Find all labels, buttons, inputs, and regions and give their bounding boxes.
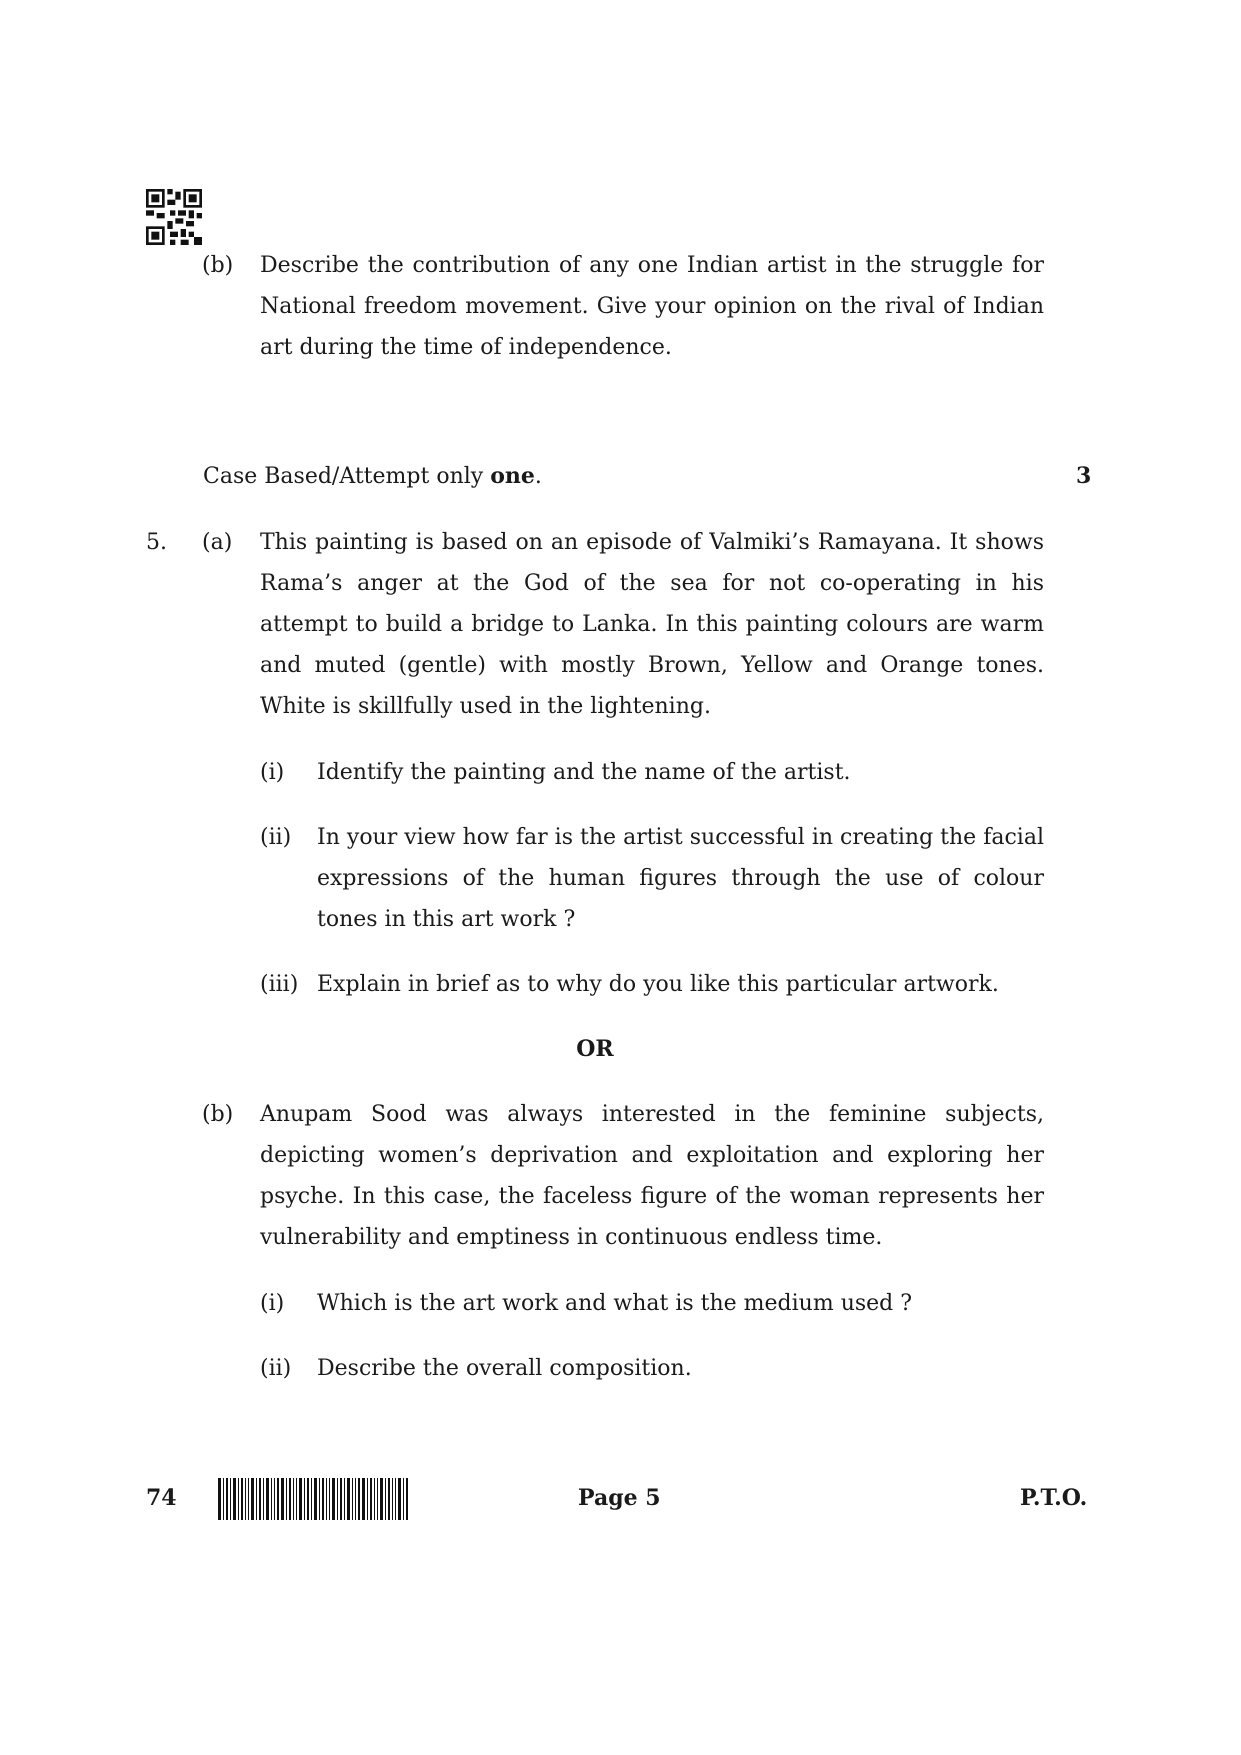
q5b-sub-text: Describe the overall composition. (317, 1356, 692, 1381)
case-header (203, 456, 542, 497)
case-header-emphasis: one (490, 463, 535, 489)
q5a-label: (a) (202, 530, 233, 555)
q5b-label: (b) (202, 1102, 234, 1127)
q5a-sub-label: (i) (260, 760, 285, 785)
q5b-sub-text: Which is the art work and what is the medium used ? (317, 1291, 913, 1316)
q5a-sub-text: Identify the painting and the name of the artist. (317, 760, 851, 785)
marks-label: 3 (1076, 463, 1092, 489)
case-header-text: Case Based/Attempt only (203, 464, 491, 489)
q5a-sub-text: In your view how far is the artist successful in creating the facial expressions of the human figures through the use of colour tones in this art work ? (317, 825, 1044, 932)
page-number: Page 5 (578, 1485, 661, 1511)
q4b-label: (b) (202, 253, 234, 278)
q5a-sub-label: (iii) (260, 972, 299, 997)
q4b-text: Describe the contribution of any one Indian artist in the struggle for National freedom movement. Give your opinion on the rival of Indian art during the time of independence. (260, 253, 1044, 360)
q5b-sub-label: (i) (260, 1291, 285, 1316)
qr-code-icon (146, 189, 202, 245)
q5b-text: Anupam Sood was always interested in the feminine subjects, depicting women’s deprivation and exploitation and exploring her psyche. In this case, the faceless figure of the woman represents her vulnerability and emptiness in continuous endless time. (260, 1102, 1044, 1250)
q5a-sub-text: Explain in brief as to why do you like this particular artwork. (317, 972, 999, 997)
paper-code: 74 (146, 1485, 177, 1511)
pto-label: P.T.O. (1020, 1485, 1088, 1511)
q5a-text: This painting is based on an episode of Valmiki’s Ramayana. It shows Rama’s anger at the God of the sea for not co-operating in his attempt to build a bridge to Lanka. In this painting colours are warm and muted (gentle) with mostly Brown, Yellow and Orange tones. White is skillfully used in the lightening. (260, 530, 1044, 719)
barcode-icon (218, 1478, 408, 1520)
q5a-sub-label: (ii) (260, 825, 292, 850)
case-header-period: . (534, 464, 542, 489)
q5b-sub-label: (ii) (260, 1356, 292, 1381)
q5-number: 5. (146, 530, 167, 555)
or-separator: OR (576, 1036, 614, 1062)
